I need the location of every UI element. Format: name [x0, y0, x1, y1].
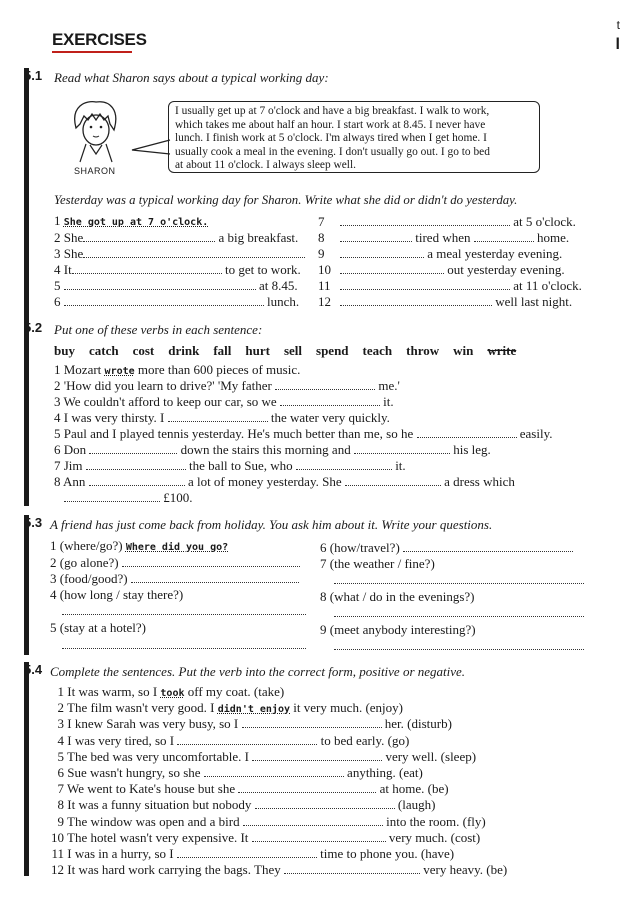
margin-mark-2: l [615, 36, 620, 53]
item-text: Ann [63, 474, 89, 489]
item-number: 1 [54, 362, 61, 377]
section-number-5-4: 5.4 [24, 662, 43, 677]
answer-blank[interactable] [168, 411, 268, 422]
verb-box [54, 343, 530, 359]
answer-blank[interactable] [417, 427, 517, 438]
item-text: out yesterday evening. [447, 262, 565, 277]
item-5-3-7 [320, 556, 435, 572]
item-number: 1 [50, 538, 57, 553]
answer-blank[interactable] [340, 231, 412, 242]
item-text: It was warm, so I [67, 684, 161, 699]
item-5-3-6 [320, 540, 573, 556]
answer-blank[interactable] [284, 863, 420, 874]
item-text: very much. (cost) [385, 829, 481, 845]
answer-blank[interactable] [252, 750, 382, 761]
item-text: Don [63, 442, 90, 457]
speech-bubble [168, 101, 540, 173]
answer-blank[interactable] [64, 295, 264, 306]
item-5-1-10 [318, 262, 565, 278]
item-5-3-4 [50, 587, 183, 603]
answer-blank[interactable] [89, 443, 177, 454]
item-5-2-6 [54, 442, 491, 458]
item-number: 5 [57, 748, 64, 764]
instruction-5-3: A friend has just come back from holiday. You ask him about it. Write your questions. [50, 517, 493, 532]
item-text: a lot of money yesterday. She [187, 474, 345, 489]
item-number: 1 [54, 213, 61, 228]
speech-pointer [130, 138, 172, 158]
answer-blank[interactable] [177, 847, 317, 858]
verb-used: write [487, 343, 517, 358]
item-5-1-2 [54, 230, 298, 246]
item-text: more than 600 pieces of music. [134, 362, 301, 377]
answer-blank[interactable] [242, 717, 382, 728]
item-number: 4 [54, 262, 61, 277]
section-number-5-3: 5.3 [24, 515, 43, 530]
item-text: 'How did you learn to drive?' 'My father [63, 378, 276, 393]
item-number: 5 [54, 278, 61, 293]
answer-blank[interactable] [89, 475, 185, 486]
item-text: to get to work. [224, 262, 301, 277]
item-text: very well. (sleep) [382, 748, 477, 764]
item-5-2-2 [54, 378, 400, 394]
item-text: We couldn't afford to keep our car, so we [63, 394, 280, 409]
item-text: Mozart [63, 362, 105, 377]
answer-blank[interactable] [334, 639, 584, 650]
item-5-3-2 [50, 555, 300, 571]
item-number: 9 [318, 246, 325, 261]
item-5-1-11 [318, 278, 582, 294]
item-prompt: (go alone?) [59, 555, 119, 570]
item-5-4-2 [48, 700, 507, 716]
item-text: a dress which [444, 474, 515, 489]
item-number: 6 [54, 294, 61, 309]
item-text: time to phone you. (have) [316, 845, 455, 861]
item-text: her. (disturb) [381, 716, 452, 732]
item-5-3-5b [62, 637, 306, 653]
speaker-label: SHARON [74, 166, 116, 176]
item-text: The hotel wasn't very expensive. It [67, 829, 252, 845]
item-text: the ball to Sue, who [189, 458, 296, 473]
item-5-3-8 [320, 589, 475, 605]
answer-example: didn't enjoy [217, 704, 290, 716]
item-5-3-4b [62, 603, 306, 619]
item-text: Paul and I played tennis yesterday. He's much better than me, so he [63, 426, 417, 441]
item-number: 9 [57, 813, 64, 829]
bubble-line: usually cook a meal in the evening. I don't usually go out. I go to bed [175, 145, 490, 158]
answer-blank[interactable] [83, 231, 215, 242]
item-5-4-6 [48, 765, 507, 781]
item-text: Jim [63, 458, 86, 473]
item-5-1-9 [318, 246, 562, 262]
item-number: 10 [51, 829, 64, 845]
item-text: at 8.45. [259, 278, 298, 293]
section-number-5-2: 5.2 [24, 320, 43, 335]
section-bar-5-1 [24, 68, 29, 322]
item-text: We went to Kate's house but she [67, 781, 239, 797]
answer-blank[interactable] [340, 247, 424, 258]
item-5-3-9 [320, 622, 476, 638]
item-text: me.' [378, 378, 400, 393]
item-5-4-12 [48, 862, 507, 878]
item-number: 4 [50, 587, 57, 602]
item-text: It [63, 262, 72, 277]
item-text: It was a funny situation but nobody [67, 797, 255, 813]
item-number: 7 [318, 214, 325, 229]
item-text: I knew Sarah was very busy, so I [67, 716, 242, 732]
item-5-2-7 [54, 458, 406, 474]
item-5-2-4 [54, 410, 390, 426]
item-5-1-7 [318, 214, 576, 230]
answer-blank[interactable] [255, 798, 395, 809]
item-number: 3 [54, 246, 61, 261]
item-number: 11 [51, 845, 64, 861]
item-text: The film wasn't very good. I [67, 700, 218, 716]
item-text: a big breakfast. [218, 230, 299, 245]
item-text: it very much. (enjoy) [290, 700, 403, 716]
item-number: 3 [54, 394, 61, 409]
item-5-4-11 [48, 846, 507, 862]
item-number: 11 [318, 278, 331, 293]
item-5-4-7 [48, 781, 507, 797]
item-number: 5 [54, 426, 61, 441]
item-5-1-8 [318, 230, 569, 246]
item-5-3-5 [50, 620, 146, 636]
item-5-2-8b [64, 490, 193, 506]
item-5-2-3 [54, 394, 394, 410]
item-text: £100. [163, 490, 193, 505]
section-number-5-1: 5.1 [24, 68, 43, 83]
item-number: 8 [57, 797, 64, 813]
item-text: I was very thirsty. I [63, 410, 168, 425]
bubble-line: lunch. I finish work at 5 o'clock. I'm always tired when I get home. I [175, 132, 487, 145]
item-5-3-8b [334, 605, 584, 621]
item-5-1-3 [54, 246, 305, 262]
item-number: 3 [50, 571, 57, 586]
item-5-3-1 [50, 538, 228, 554]
answer-blank[interactable] [177, 734, 317, 745]
item-text: very heavy. (be) [419, 862, 508, 878]
verb: cost [132, 343, 155, 358]
item-number: 1 [57, 684, 64, 699]
item-text: the water very quickly. [270, 410, 390, 425]
instruction-5-4: Complete the sentences. Put the verb into the correct form, positive or negative. [50, 664, 466, 679]
answer-blank[interactable] [122, 556, 300, 567]
answer-example: wrote [104, 366, 135, 377]
list-5-4 [48, 684, 507, 878]
answer-blank[interactable] [83, 247, 305, 258]
verb: fall [213, 343, 232, 358]
item-text: easily. [519, 426, 553, 441]
item-text: She [63, 246, 84, 261]
item-text: anything. (eat) [343, 764, 423, 780]
answer-example: took [160, 688, 185, 699]
item-text: I was very tired, so I [67, 732, 178, 748]
answer-blank[interactable] [334, 573, 584, 584]
answer-blank[interactable] [72, 263, 222, 274]
item-number: 8 [320, 589, 327, 604]
item-prompt: (how long / stay there?) [59, 587, 184, 602]
answer-blank[interactable] [64, 491, 160, 502]
item-prompt: (food/good?) [59, 571, 128, 586]
item-text: down the stairs this morning and [180, 442, 354, 457]
verb: throw [406, 343, 440, 358]
item-text: into the room. (fly) [382, 813, 486, 829]
bubble-line: I usually get up at 7 o'clock and have a big breakfast. I walk to work, [175, 105, 490, 117]
item-5-2-8 [54, 474, 515, 490]
answer-example: She got up at 7 o'clock. [63, 217, 209, 228]
item-prompt: (where/go?) [59, 538, 123, 553]
answer-blank[interactable] [86, 459, 186, 470]
item-number: 6 [57, 764, 64, 780]
item-text: She [63, 230, 84, 245]
answer-blank[interactable] [280, 395, 380, 406]
item-number: 6 [54, 442, 61, 457]
item-5-1-5 [54, 278, 298, 294]
item-number: 2 [57, 700, 64, 716]
item-5-1-6 [54, 294, 299, 310]
item-text: well last night. [495, 294, 573, 309]
item-text: lunch. [267, 294, 300, 309]
item-5-4-10 [48, 830, 507, 846]
answer-blank[interactable] [403, 541, 573, 552]
item-text: tired when [415, 230, 471, 245]
answer-blank[interactable] [275, 379, 375, 390]
item-5-3-9b [334, 638, 584, 654]
item-number: 8 [318, 230, 325, 245]
item-number: 5 [50, 620, 57, 635]
verb: teach [362, 343, 393, 358]
bubble-line: at about 11 o'clock. I always sleep well. [175, 159, 356, 172]
item-text: at home. (be) [376, 781, 449, 797]
item-number: 2 [54, 230, 61, 245]
item-5-4-3 [48, 716, 507, 732]
item-text: a meal yesterday evening. [427, 246, 563, 261]
item-number: 4 [54, 410, 61, 425]
item-prompt: (meet anybody interesting?) [329, 622, 476, 637]
item-text: his leg. [453, 442, 491, 457]
item-text: The window was open and a bird [67, 813, 243, 829]
item-5-4-8 [48, 797, 507, 813]
item-5-1-12 [318, 294, 572, 310]
item-5-3-3 [50, 571, 299, 587]
answer-blank[interactable] [340, 215, 510, 226]
bubble-line: which takes me about half an hour. I start work at 8.45. I never have [175, 118, 486, 131]
item-number: 6 [320, 540, 327, 555]
item-number: 12 [51, 862, 64, 878]
instruction-5-1: Read what Sharon says about a typical working day: [54, 70, 329, 85]
instruction-5-1b: Yesterday was a typical working day for Sharon. Write what she did or didn't do yesterday. [54, 193, 518, 207]
answer-blank[interactable] [62, 604, 306, 615]
item-number: 7 [57, 781, 64, 797]
item-5-2-1 [54, 362, 300, 378]
answer-blank[interactable] [238, 782, 376, 793]
item-number: 4 [57, 732, 64, 748]
item-number: 8 [54, 474, 61, 489]
item-text: I was in a hurry, so I [67, 845, 177, 861]
item-text: It was hard work carrying the bags. They [67, 862, 284, 878]
answer-blank[interactable] [204, 766, 344, 777]
item-text: it. [383, 394, 394, 409]
item-prompt: (what / do in the evenings?) [329, 589, 475, 604]
sharon-illustration [60, 98, 130, 166]
item-text: home. [536, 230, 570, 245]
answer-blank[interactable] [131, 572, 299, 583]
item-text: to bed early. (go) [317, 732, 410, 748]
item-5-4-9 [48, 814, 507, 830]
item-5-1-4 [54, 262, 301, 278]
item-number: 7 [320, 556, 327, 571]
margin-mark: t [616, 18, 620, 32]
answer-blank[interactable] [474, 231, 534, 242]
verb: spend [316, 343, 349, 358]
answer-blank[interactable] [296, 459, 392, 470]
item-text: Sue wasn't hungry, so she [67, 764, 204, 780]
answer-blank[interactable] [243, 815, 383, 826]
item-text: at 5 o'clock. [513, 214, 576, 229]
answer-blank[interactable] [340, 279, 510, 290]
answer-blank[interactable] [334, 606, 584, 617]
item-5-2-5 [54, 426, 553, 442]
item-text: at 11 o'clock. [513, 278, 582, 293]
item-5-4-1 [48, 684, 507, 700]
item-number: 2 [54, 378, 61, 393]
verb: hurt [245, 343, 270, 358]
item-5-3-7b [334, 572, 584, 588]
verb: sell [283, 343, 303, 358]
item-number: 3 [57, 716, 64, 732]
verb: win [453, 343, 474, 358]
item-text: The bed was very uncomfortable. I [67, 748, 253, 764]
section-bar-5-2 [24, 320, 29, 506]
item-number: 12 [318, 294, 331, 309]
answer-blank[interactable] [252, 831, 386, 842]
answer-blank[interactable] [64, 279, 256, 290]
answer-blank[interactable] [354, 443, 450, 454]
item-5-4-5 [48, 749, 507, 765]
answer-blank[interactable] [340, 263, 444, 274]
item-number: 7 [54, 458, 61, 473]
answer-example: Where did you go? [125, 542, 229, 553]
answer-blank[interactable] [345, 475, 441, 486]
item-5-4-4 [48, 733, 507, 749]
item-5-1-1 [54, 213, 208, 229]
verb: buy [54, 343, 75, 358]
item-number: 9 [320, 622, 327, 637]
verb: catch [88, 343, 119, 358]
section-bar-5-3 [24, 515, 29, 655]
item-number: 2 [50, 555, 57, 570]
verb: drink [168, 343, 200, 358]
item-text: off my coat. (take) [184, 684, 285, 699]
answer-blank[interactable] [62, 638, 306, 649]
answer-blank[interactable] [340, 295, 492, 306]
section-bar-5-4 [24, 662, 29, 876]
item-prompt: (the weather / fine?) [329, 556, 435, 571]
item-prompt: (how/travel?) [329, 540, 400, 555]
title-underline [52, 51, 132, 53]
page-title: EXERCISES [52, 30, 147, 49]
item-prompt: (stay at a hotel?) [59, 620, 147, 635]
item-text: it. [395, 458, 406, 473]
item-number: 10 [318, 262, 331, 277]
instruction-5-2: Put one of these verbs in each sentence: [54, 322, 263, 337]
item-text: (laugh) [394, 797, 436, 813]
